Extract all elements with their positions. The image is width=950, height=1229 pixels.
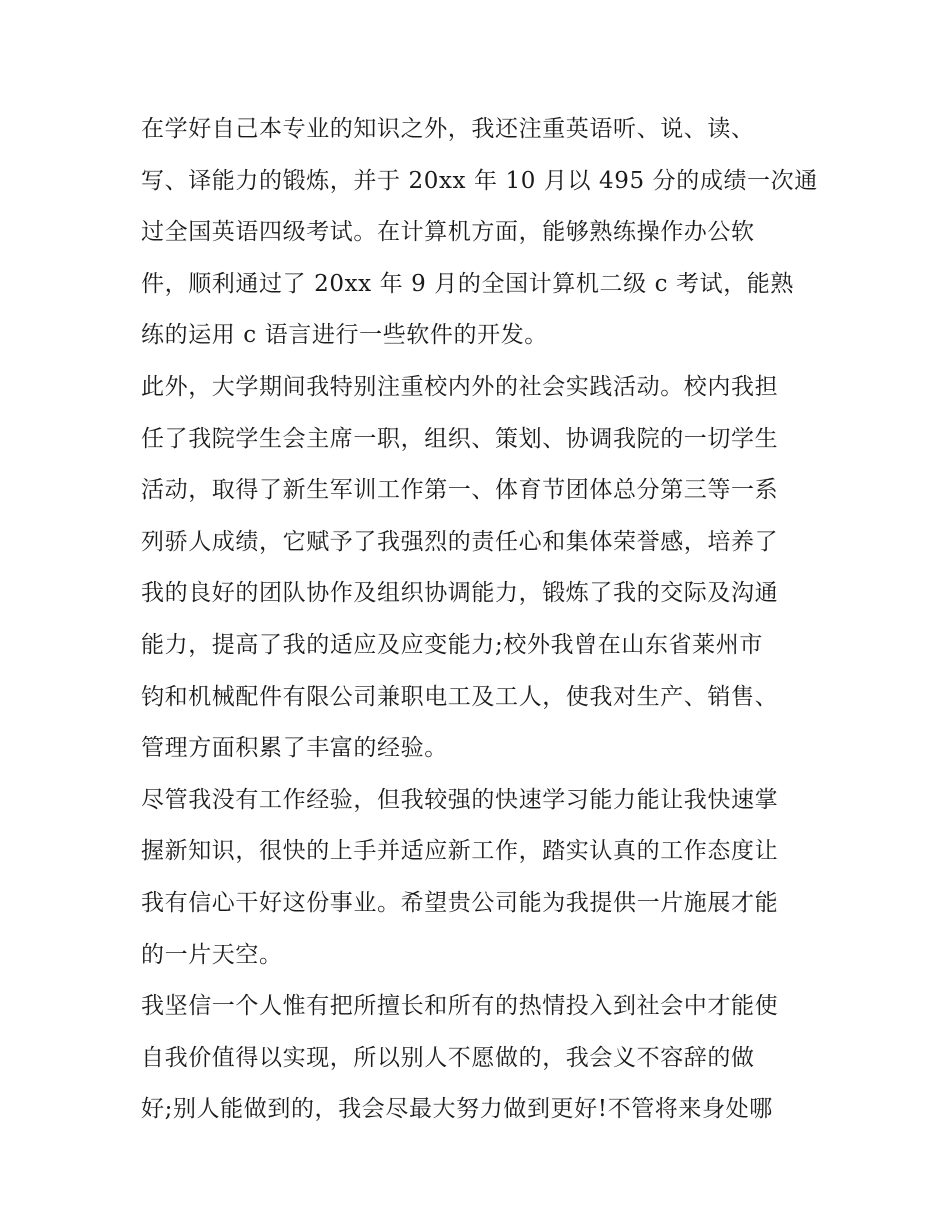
paragraph-skills	[141, 104, 821, 362]
paragraph-practice	[141, 362, 821, 775]
text-line: 此外，大学期间我特别注重校内外的社会实践活动。校内我担	[141, 373, 779, 400]
text-line: 任了我院学生会主席一职，组织、策划、协调我院的一切学生	[141, 425, 779, 452]
text-line: 我坚信一个人惟有把所擅长和所有的热情投入到社会中才能使	[141, 993, 779, 1020]
paragraph-belief	[141, 981, 821, 1136]
text-line: 在学好自己本专业的知识之外，我还注重英语听、说、读、	[141, 116, 755, 142]
text-line: 自我价值得以实现，所以别人不愿做的，我会义不容辞的做	[141, 1044, 755, 1071]
text-line: 练的运用 c 语言进行一些软件的开发。	[141, 322, 548, 349]
text-line: 的一片天空。	[141, 941, 283, 968]
text-line: 管理方面积累了丰富的经验。	[141, 735, 448, 762]
paragraph-learning	[141, 775, 821, 981]
text-line: 尽管我没有工作经验，但我较强的快速学习能力能让我快速掌	[141, 786, 779, 813]
text-line: 过全国英语四级考试。在计算机方面，能够熟练操作办公软	[141, 219, 755, 246]
text-line: 握新知识，很快的上手并适应新工作，踏实认真的工作态度让	[141, 838, 779, 865]
text-line: 活动，取得了新生军训工作第一、体育节团体总分第三等一系	[141, 477, 779, 504]
text-line: 写、译能力的锻炼，并于 20xx 年 10 月以 495 分的成绩一次通	[141, 167, 818, 194]
text-line: 我有信心干好这份事业。希望贵公司能为我提供一片施展才能	[141, 889, 779, 916]
text-line: 件，顺利通过了 20xx 年 9 月的全国计算机二级 c 考试，能熟	[141, 270, 794, 297]
document-body	[141, 104, 821, 1136]
text-line: 钧和机械配件有限公司兼职电工及工人，使我对生产、销售、	[141, 683, 779, 710]
text-line: 列骄人成绩，它赋予了我强烈的责任心和集体荣誉感，培养了	[141, 528, 779, 555]
text-line: 能力，提高了我的适应及应变能力;校外我曾在山东省莱州市	[141, 631, 763, 658]
text-line: 我的良好的团队协作及组织协调能力，锻炼了我的交际及沟通	[141, 580, 779, 607]
text-line: 好;别人能做到的，我会尽最大努力做到更好!不管将来身处哪	[141, 1096, 773, 1123]
